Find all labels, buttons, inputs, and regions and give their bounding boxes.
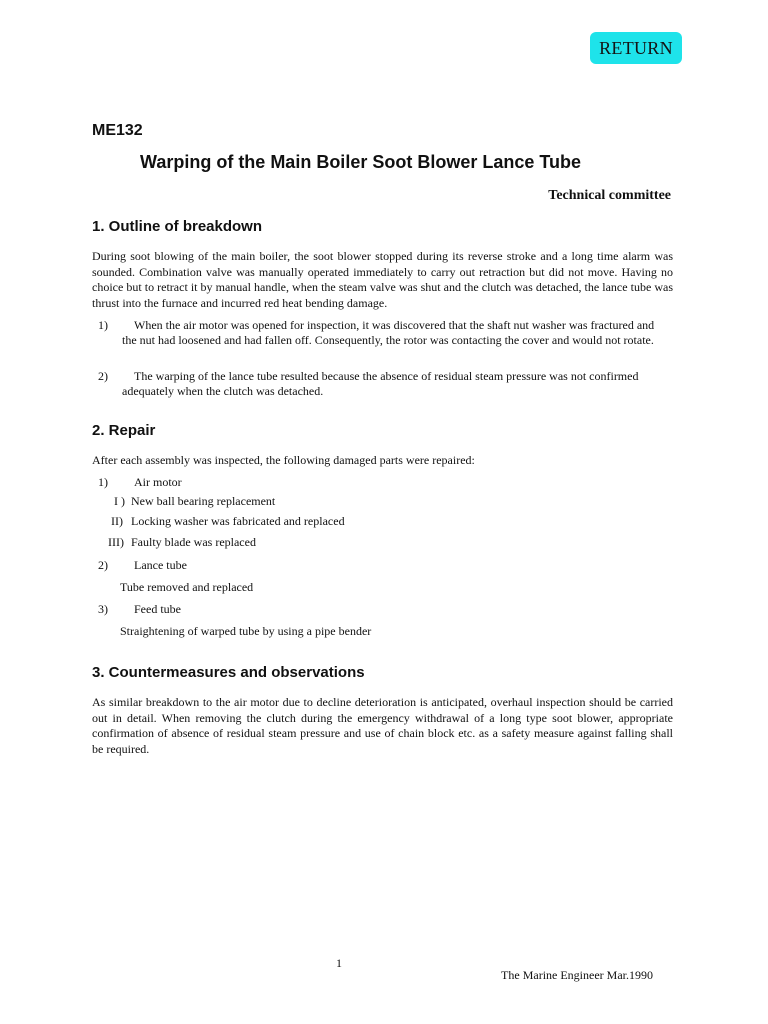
repair-item-number: 2): [98, 558, 108, 572]
page-number: 1: [336, 956, 342, 970]
section-heading-countermeasures: 3. Countermeasures and observations: [92, 664, 365, 681]
list-item-number: 1): [98, 318, 108, 332]
document-code: ME132: [92, 122, 143, 139]
source-citation: The Marine Engineer Mar.1990: [501, 968, 653, 982]
repair-item-number: 3): [98, 602, 108, 616]
sub-item-number: I ): [114, 494, 125, 508]
repair-item-label: Feed tube: [134, 602, 181, 616]
repair-item-label: Air motor: [134, 475, 182, 489]
list-item-text: When the air motor was opened for inspection, it was discovered that the shaft nut washer was fractured and the nut had loosened and had fallen off. Consequently, the rotor was contacting the cover and would not rotate.: [122, 318, 655, 347]
section-heading-outline: 1. Outline of breakdown: [92, 218, 263, 235]
repair-item-detail: Tube removed and replaced: [120, 580, 254, 594]
return-button[interactable]: RETURN: [590, 32, 682, 64]
sub-item-number: III): [108, 535, 124, 549]
list-item-text: The warping of the lance tube resulted because the absence of residual steam pressure was not confirmed adequately when the clutch was detached.: [122, 369, 639, 398]
list-item-number: 2): [98, 369, 108, 383]
list-item: [98, 318, 658, 348]
section-intro-repair: After each assembly was inspected, the following damaged parts were repaired:: [92, 453, 475, 467]
sub-item-number: II): [111, 514, 123, 528]
sub-item-text: Locking washer was fabricated and replaced: [131, 514, 345, 528]
section-paragraph-outline: During soot blowing of the main boiler, the soot blower stopped during its reverse stroke and a long time alarm was sounded. Combination valve was manually operated immediately to carry out retraction but did not move. Having no choice but to retract it by manual handle, when the steam valve was shut and the clutch was detached, the lance tube was thrust into the furnace and incurred red heat bending damage.: [92, 249, 673, 310]
author-line: Technical committee: [548, 188, 671, 203]
sub-item-text: New ball bearing replacement: [131, 494, 276, 508]
repair-item-number: 1): [98, 475, 108, 489]
repair-item-detail: Straightening of warped tube by using a pipe bender: [120, 624, 372, 638]
sub-item-text: Faulty blade was replaced: [131, 535, 256, 549]
repair-item-label: Lance tube: [134, 558, 187, 572]
page-title: Warping of the Main Boiler Soot Blower Lance Tube: [140, 152, 582, 172]
section-heading-repair: 2. Repair: [92, 422, 156, 439]
list-item: [98, 369, 658, 399]
section-paragraph-countermeasures: As similar breakdown to the air motor due to decline deterioration is anticipated, overhaul inspection should be carried out in detail. When removing the clutch during the emergency withdrawal of a long type soot blower, appropriate confirmation of absence of residual steam pressure and use of chain block etc. as a safety measure against falling shall be required.: [92, 695, 673, 756]
